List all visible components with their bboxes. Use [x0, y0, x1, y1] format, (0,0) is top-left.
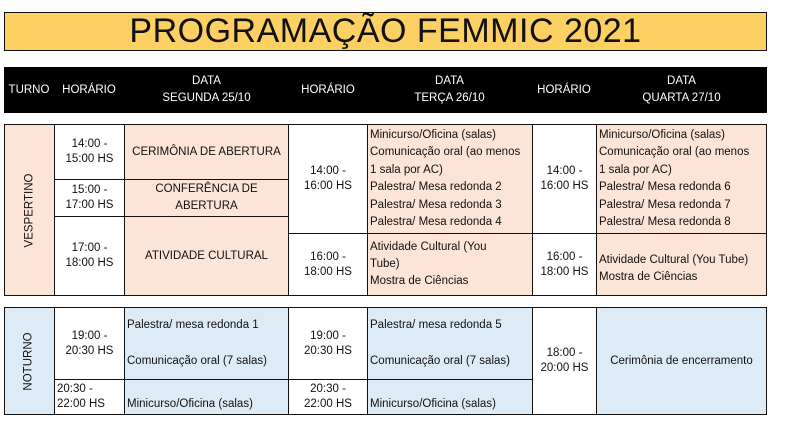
activity-label: ABERTURA	[175, 200, 238, 212]
time-end: 18:00 HS	[304, 265, 352, 278]
time-end: 20:00 HS	[540, 362, 589, 374]
time-cell	[288, 233, 368, 296]
activity-line: Palestra/ Mesa redonda 2	[370, 181, 502, 193]
activity-cell	[367, 379, 533, 415]
time-cell	[54, 379, 125, 415]
turno-vespertino-label: VESPERTINO	[23, 173, 36, 247]
activity-line: Comunicação oral (7 salas)	[127, 354, 267, 367]
time-start: 20:30 -	[310, 383, 346, 395]
time-end: 20:30 HS	[65, 344, 114, 357]
activity-line: Minicurso/Oficina (salas)	[599, 128, 725, 141]
activity-cell	[367, 307, 533, 380]
header-turno-label: TURNO	[8, 83, 50, 96]
activity-line: Palestra/ Mesa redonda 8	[599, 216, 731, 228]
turno-noturno	[4, 307, 55, 415]
activity-line: Minicurso/Oficina (salas)	[370, 398, 496, 410]
time-end: 18:00 HS	[65, 257, 114, 269]
activity-line: Comunicação oral (ao menos	[599, 146, 750, 158]
time-end: 20:30 HS	[304, 344, 352, 357]
activity-cell	[124, 124, 289, 180]
schedule-sheet	[4, 12, 767, 415]
header-day-label: SEGUNDA 25/10	[162, 92, 251, 104]
time-end: 16:00 HS	[540, 180, 589, 192]
header-day-label: TERÇA 26/10	[414, 92, 485, 104]
time-start: 14:00 -	[546, 165, 583, 177]
time-end: 22:00 HS	[57, 398, 105, 410]
activity-line: 1 sala por AC)	[370, 163, 443, 176]
time-cell	[288, 379, 368, 415]
activity-cell	[596, 307, 767, 415]
time-cell	[54, 216, 125, 296]
activity-line: Palestra/ Mesa redonda 3	[370, 198, 502, 211]
activity-cell	[124, 179, 289, 217]
activity-line: Comunicação oral (7 salas)	[370, 354, 510, 367]
activity-label: CONFERÊNCIA DE	[155, 183, 258, 195]
activity-line: 1 sala por AC)	[599, 163, 672, 176]
time-start: 16:00 -	[546, 250, 583, 263]
header-horario-2	[289, 67, 367, 113]
activity-label: CERIMÔNIA DE ABERTURA	[132, 145, 281, 158]
header-horario-2-label: HORÁRIO	[301, 83, 355, 96]
table-header	[4, 67, 767, 113]
header-data-label: DATA	[192, 75, 221, 87]
time-end: 16:00 HS	[304, 180, 352, 192]
time-start: 19:00 -	[310, 329, 346, 342]
page-title: PROGRAMAÇÃO FEMMIC 2021	[4, 12, 767, 51]
activity-line: Atividade Cultural (You	[370, 241, 487, 253]
time-cell	[532, 307, 597, 415]
header-data-label: DATA	[667, 75, 696, 87]
activity-cell	[124, 216, 289, 296]
activity-cell	[124, 379, 289, 415]
activity-line: Atividade Cultural (You Tube)	[599, 253, 749, 266]
time-start: 19:00 -	[71, 329, 108, 342]
time-end: 15:00 HS	[65, 153, 114, 165]
time-start: 17:00 -	[71, 242, 108, 254]
time-cell	[54, 124, 125, 180]
activity-line: Minicurso/Oficina (salas)	[127, 398, 253, 410]
header-day-label: QUARTA 27/10	[642, 92, 721, 104]
header-horario-1-label: HORÁRIO	[62, 83, 116, 96]
time-start: 14:00 -	[310, 165, 346, 177]
time-cell	[532, 124, 597, 234]
time-start: 15:00 -	[71, 184, 108, 196]
time-start: 16:00 -	[310, 250, 346, 263]
activity-cell	[596, 233, 767, 296]
activity-line: Mostra de Ciências	[370, 275, 469, 287]
activity-line: Comunicação oral (ao menos	[370, 146, 521, 158]
activity-line: Palestra/ Mesa redonda 6	[599, 181, 731, 193]
time-start: 14:00 -	[71, 138, 108, 150]
header-data-quarta	[596, 67, 767, 113]
activity-label: Cerimônia de encerramento	[610, 354, 753, 367]
header-data-segunda	[124, 67, 289, 113]
header-horario-3-label: HORÁRIO	[537, 83, 591, 96]
turno-noturno-label: NOTURNO	[23, 331, 36, 391]
time-cell	[532, 233, 597, 296]
activity-line: Palestra/ mesa redonda 1	[127, 319, 259, 332]
activity-cell	[367, 124, 533, 234]
activity-line: Minicurso/Oficina (salas)	[370, 128, 496, 141]
activity-line: Mostra de Ciências	[599, 270, 698, 283]
activity-cell	[596, 124, 767, 234]
activity-cell	[124, 307, 289, 380]
time-cell	[288, 307, 368, 380]
time-end: 18:00 HS	[540, 265, 589, 278]
header-turno	[4, 67, 54, 113]
time-end: 22:00 HS	[304, 398, 352, 410]
activity-line: Palestra/ mesa redonda 5	[370, 319, 502, 332]
activity-line: Palestra/ Mesa redonda 7	[599, 198, 731, 211]
activity-cell	[367, 233, 533, 296]
turno-vespertino	[4, 124, 55, 296]
time-cell	[54, 179, 125, 217]
activity-line: Palestra/ Mesa redonda 4	[370, 216, 502, 228]
time-cell	[54, 307, 125, 380]
time-end: 17:00 HS	[65, 199, 114, 211]
time-cell	[288, 124, 368, 234]
header-horario-1	[54, 67, 124, 113]
header-data-label: DATA	[435, 75, 464, 87]
activity-line: Tube)	[370, 258, 400, 270]
time-start: 20:30 -	[57, 383, 93, 395]
activity-label: ATIVIDADE CULTURAL	[145, 249, 268, 262]
header-horario-3	[532, 67, 596, 113]
time-start: 18:00 -	[546, 347, 583, 359]
header-data-terca	[367, 67, 532, 113]
